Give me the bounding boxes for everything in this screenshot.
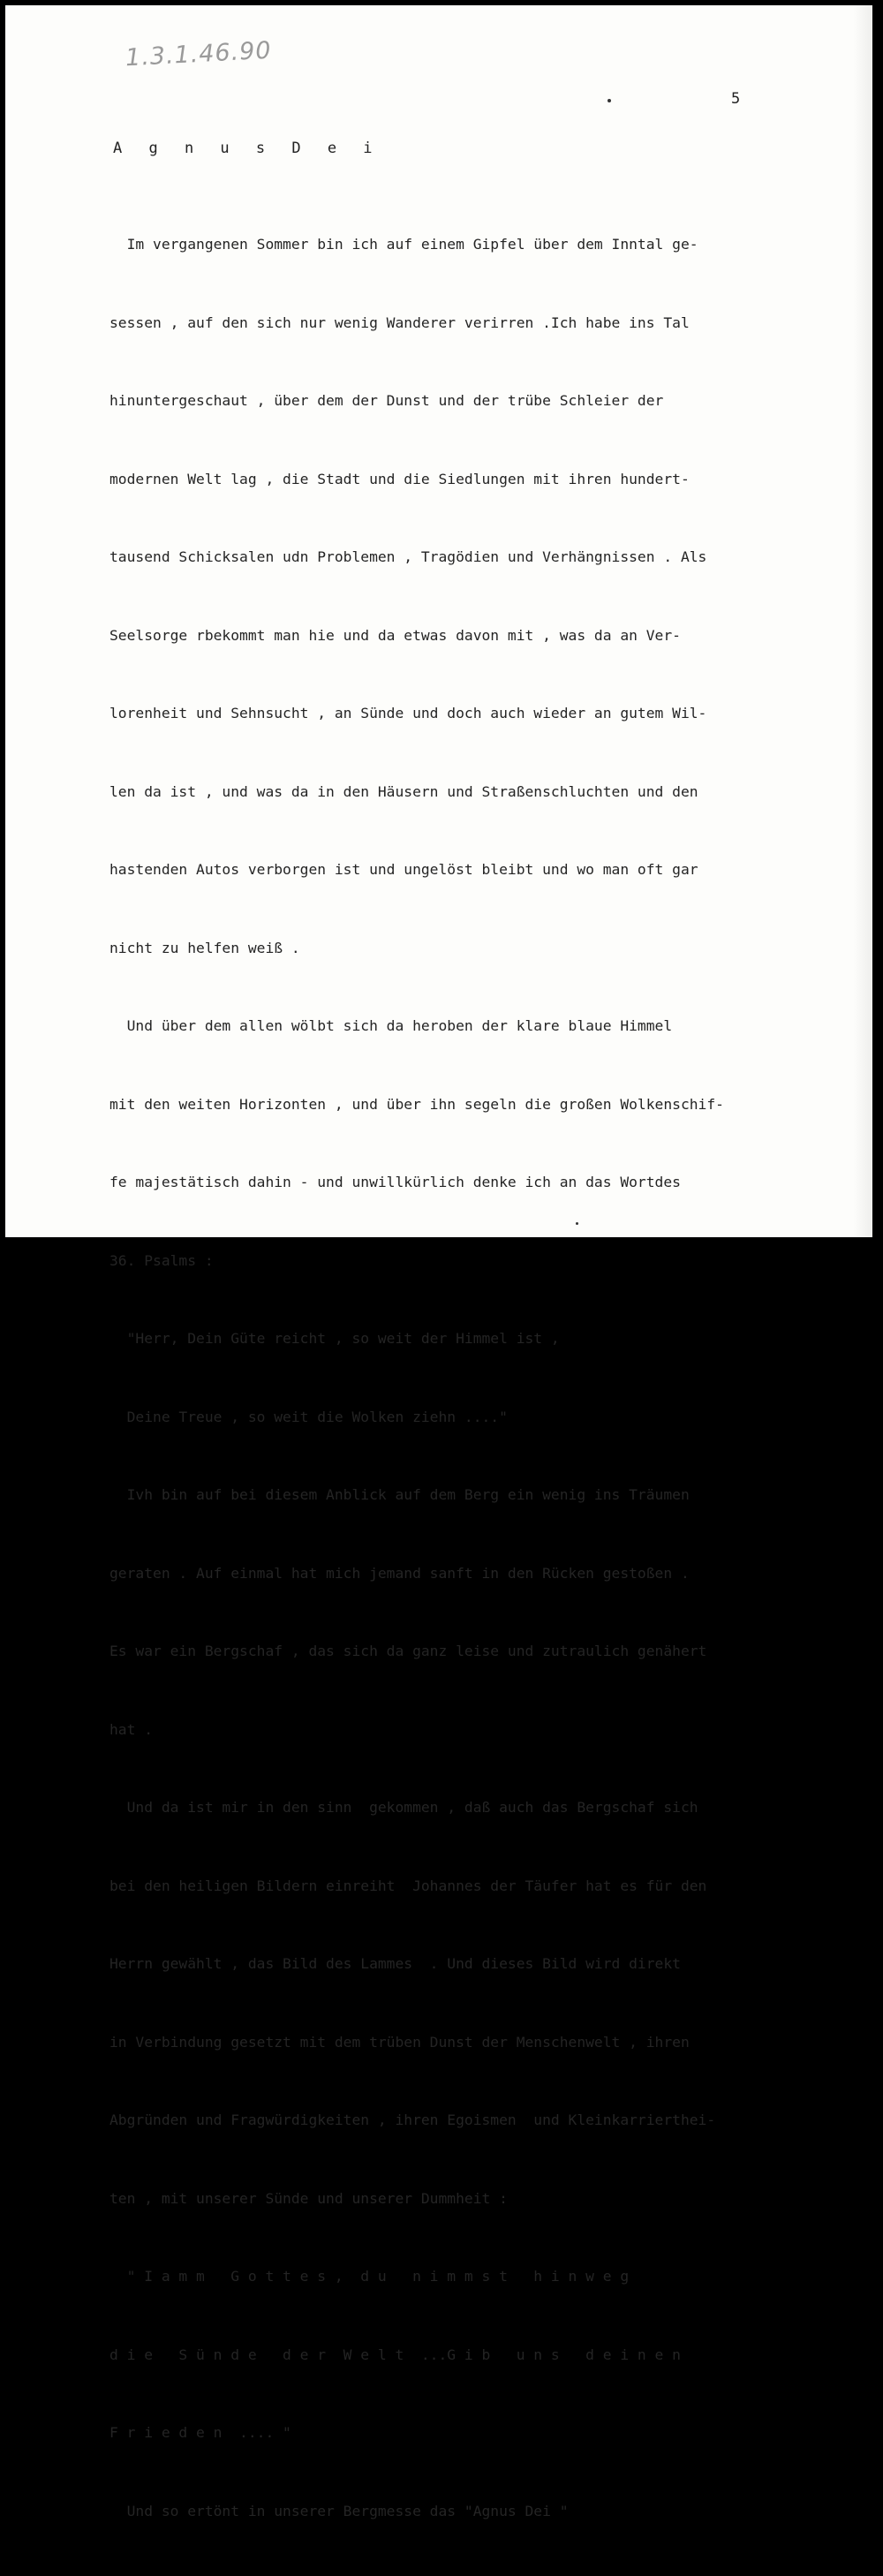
text-line: hinuntergeschaut , über dem der Dunst und der trübe Schleier der xyxy=(109,392,664,409)
text-line: Im vergangenen Sommer bin ich auf einem Gipfel über dem Inntal ge- xyxy=(109,236,698,253)
text-line: hat . xyxy=(109,1720,154,1738)
text-line: tausend Schicksalen udn Problemen , Tragödien und Verhängnissen . Als xyxy=(109,548,707,565)
text-line: modernen Welt lag , die Stadt und die Siedlungen mit ihren hundert- xyxy=(109,470,690,487)
document-title: A g n u s D e i xyxy=(113,140,381,157)
text-line: in Verbindung gesetzt mit dem trüben Dunst der Menschenwelt , ihren xyxy=(109,2033,690,2051)
document-body xyxy=(109,179,851,2576)
text-line: sessen , auf den sich nur wenig Wanderer verirren .Ich habe ins Tal xyxy=(109,314,690,331)
text-line: fe majestätisch dahin - und unwillkürlich denke ich an das Wortdes xyxy=(109,1174,681,1190)
text-line: Und über dem allen wölbt sich da heroben der klare blaue Himmel xyxy=(109,1017,673,1034)
document-page xyxy=(5,5,872,2519)
text-line: 36. Psalms : xyxy=(109,1251,214,1269)
page-number: 5 xyxy=(731,90,741,108)
text-line: Ivh bin auf bei diesem Anblick auf dem Berg ein wenig ins Träumen xyxy=(109,1486,690,1503)
text-line: geraten . Auf einmal hat mich jemand sanft in den Rücken gestoßen . xyxy=(109,1564,690,1582)
text-line: lorenheit und Sehnsucht , an Sünde und doch auch wieder an gutem Wil- xyxy=(109,705,707,721)
text-line: mit den weiten Horizonten , und über ihn segeln die großen Wolkenschif- xyxy=(109,1095,724,1113)
text-line: Herrn gewählt , das Bild des Lammes . Und dieses Bild wird direkt xyxy=(109,1955,681,1972)
text-line: hastenden Autos verborgen ist und ungelöst bleibt und wo man oft gar xyxy=(109,861,698,878)
text-line: Deine Treue , so weit die Wolken ziehn ...." xyxy=(109,1408,508,1425)
text-line: ten , mit unserer Sünde und unserer Dummheit : xyxy=(109,2189,508,2207)
scan-speck xyxy=(608,99,611,102)
text-line: Und da ist mir in den sinn gekommen , daß auch das Bergschaf sich xyxy=(109,1799,698,1816)
text-line: "Herr, Dein Güte reicht , so weit der Himmel ist , xyxy=(109,1330,560,1347)
scan-speck xyxy=(576,1222,578,1225)
text-line: Und so ertönt in unserer Bergmesse das "Agnus Dei " xyxy=(109,2502,569,2519)
archive-number-handwritten: 1.3.1.46.90 xyxy=(125,36,273,72)
page-edge-shadow xyxy=(853,5,872,1237)
text-line: d i e S ü n d e d e r W e l t ...G i b u n s d e i n e n xyxy=(109,2346,681,2363)
text-line: len da ist , und was da in den Häusern und Straßenschluchten und den xyxy=(109,782,698,800)
text-line: Seelsorge rbekommt man hie und da etwas davon mit , was da an Ver- xyxy=(109,626,681,644)
text-line: " I a m m G o t t e s , d u n i m m s t h i n w e g xyxy=(109,2268,630,2285)
text-line: bei den heiligen Bildern einreiht Johannes der Täufer hat es für den xyxy=(109,1877,707,1894)
text-line: nicht zu helfen weiß . xyxy=(109,939,300,956)
text-line: F r i e d e n .... " xyxy=(109,2424,291,2441)
text-line: Abgründen und Fragwürdigkeiten , ihren Egoismen und Kleinkarrierthei- xyxy=(109,2111,716,2128)
text-line: Es war ein Bergschaf , das sich da ganz leise und zutraulich genähert xyxy=(109,1643,707,1659)
